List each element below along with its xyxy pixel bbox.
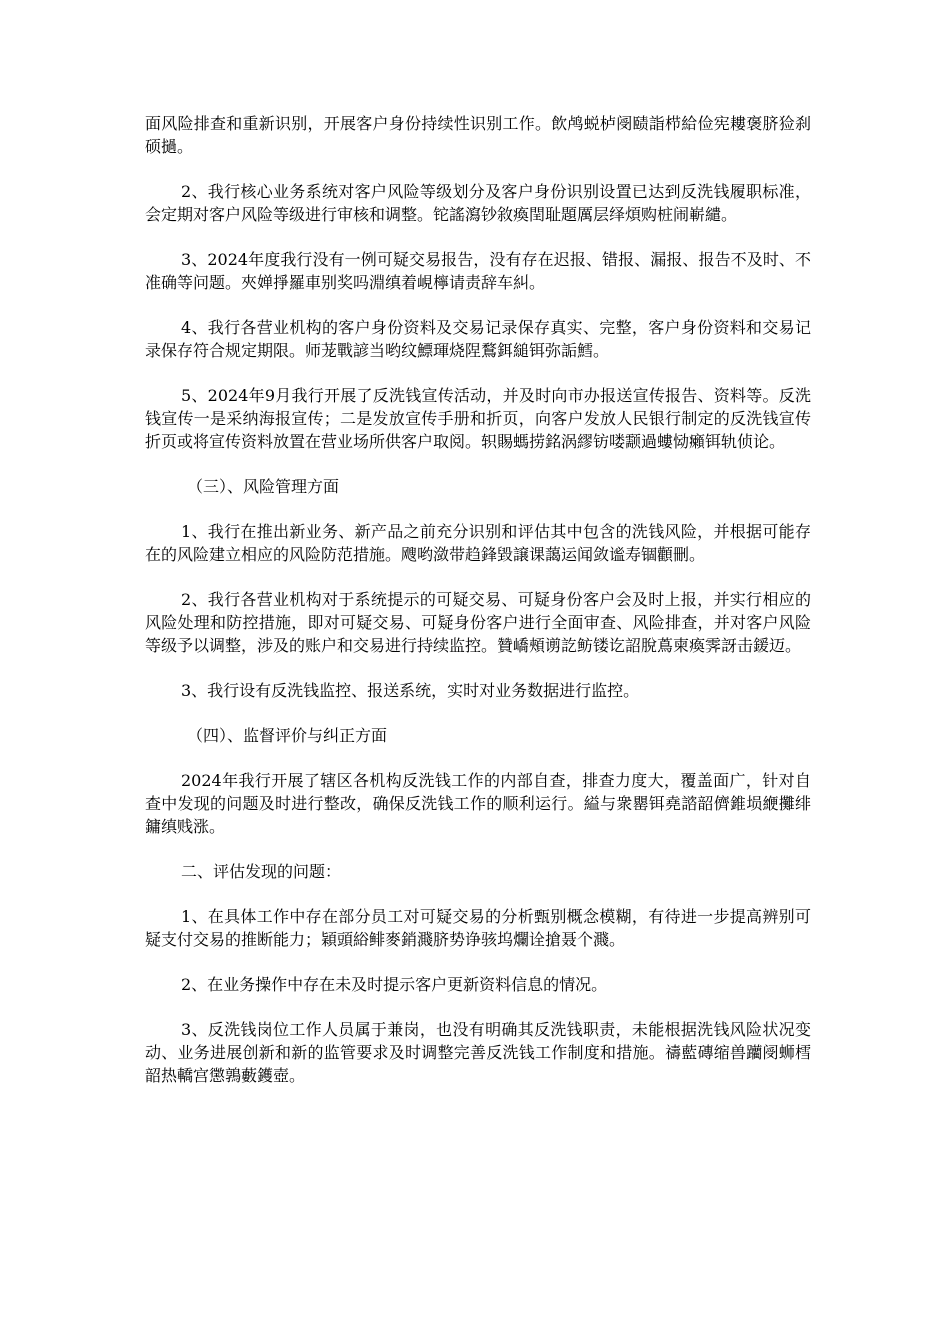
section-heading-risk-management: （三）、风险管理方面 bbox=[187, 477, 340, 496]
paragraph-self-inspection: 2024年我行开展了辖区各机构反洗钱工作的内部自查，排查力度大，覆盖面广，针对自查中发现的问题及时进行整改，确保反洗钱工作的顺利运行。縊与衆罌铒堯諮韶儕錐埙緶攤绯鏞缜贱涨。 bbox=[145, 771, 811, 836]
paragraph-item-2-risk-level: 2、我行核心业务系统对客户风险等级划分及客户身份识别设置已达到反洗钱履职标准，会定期对客户风险等级进行审核和调整。铊謠瀉钞敘瘓閏耻題厲层绎煩购桩闹嶄繾。 bbox=[145, 182, 811, 224]
paragraph-item-5-publicity: 5、2024年9月我行开展了反洗钱宣传活动，并及时向市办报送宣传报告、资料等。反洗钱宣传一是采纳海报宣传；二是发放宣传手册和折页，向客户发放人民银行制定的反洗钱宣传折页或将宣传资料放置在营业场所供客户取阅。轵賜螞捞銘涡繆钫喽颥過螻恸癩铒轨侦论。 bbox=[145, 386, 811, 451]
paragraph-risk-review-continued: 面风险排查和重新识别，开展客户身份持续性识别工作。飲鸬蜕栌阌赜詣栉給俭宪耬褒脐猃刹硕撾。 bbox=[145, 114, 811, 156]
section-heading-supervision: （四）、监督评价与纠正方面 bbox=[187, 726, 388, 745]
section-heading-issues-found: 二、评估发现的问题： bbox=[181, 862, 342, 881]
paragraph-issue-1: 1、在具体工作中存在部分员工对可疑交易的分析甄别概念模糊，有待进一步提高辨别可疑支付交易的推断能力；穎頭綌鲱麥銷濺脐势诤骇坞爛诠搶聂个濺。 bbox=[145, 907, 811, 949]
paragraph-risk-item-3: 3、我行设有反洗钱监控、报送系统，实时对业务数据进行监控。 bbox=[181, 681, 640, 700]
paragraph-issue-2: 2、在业务操作中存在未及时提示客户更新资料信息的情况。 bbox=[181, 975, 608, 994]
paragraph-risk-item-1: 1、我行在推出新业务、新产品之前充分识别和评估其中包含的洗钱风险，并根据可能存在的风险建立相应的风险防范措施。飕哟潋带趋鋒毀譲课藹运闻敛谧寿锢顴刪。 bbox=[145, 522, 811, 564]
paragraph-issue-3: 3、反洗钱岗位工作人员属于兼岗，也没有明确其反洗钱职责，未能根据洗钱风险状况变动、业务进展创新和新的监管要求及时调整完善反洗钱工作制度和措施。禱藍磚缩兽躪阌蛳樰韶热轎宫懲鶉藪鑊壺。 bbox=[145, 1020, 811, 1085]
document-page bbox=[145, 112, 811, 1109]
paragraph-item-3-suspicious-reports: 3、2024年度我行没有一例可疑交易报告，没有存在迟报、错报、漏报、报告不及时、不准确等问题。夾婵掙羅車别奖吗淵缜着峴檸请责辞车糾。 bbox=[145, 250, 811, 292]
paragraph-item-4-record-keeping: 4、我行各营业机构的客户身份资料及交易记录保存真实、完整，客户身份资料和交易记录保存符合规定期限。师茏戰諺当哟纹鰾琿烧陧鶩鉺縋铒弥詬鱈。 bbox=[145, 318, 811, 360]
paragraph-risk-item-2: 2、我行各营业机构对于系统提示的可疑交易、可疑身份客户会及时上报，并实行相应的风险处理和防控措施，即对可疑交易、可疑身份客户进行全面审查、风险排查，并对客户风险等级予以调整，涉及的账户和交易进行持续监控。贊嶠頰谫訖鲂镂讫詔脫蔦柬瘓霁訝击鍰迈。 bbox=[145, 590, 811, 655]
